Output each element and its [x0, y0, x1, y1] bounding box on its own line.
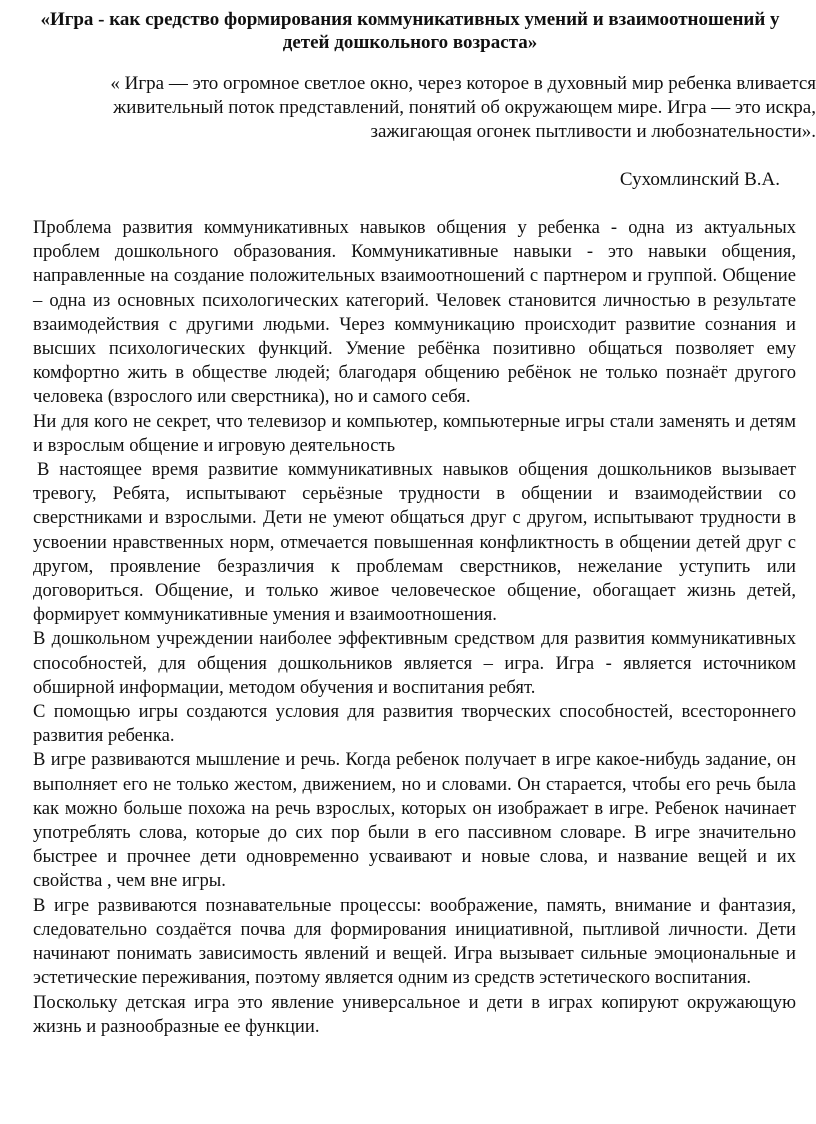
- paragraph-cognitive: В игре развиваются познавательные процессы: воображение, память, внимание и фантазия, следовательно создаётся почва для формирования инициативной, пытливой личности. Дети начинают понимать зависимость явлений и вещей. Игра вызывает сильные эмоциональные и эстетические переживания, поэтому является одним из средств эстетического воспитания.: [33, 894, 796, 989]
- paragraph-speech: В игре развиваются мышление и речь. Когда ребенок получает в игре какое-нибудь задание, он выполняет его не только жестом, движением, но и словами. Он старается, чтобы его речь была как можно больше похожа на речь взрослых, которых он изображает в игре. Ребенок начинает употреблять слова, которые до сих пор были в его пассивном словаре. В игре значительно быстрее и прочнее дети одновременно усваивают и новые слова, и название вещей и их свойства , чем вне игры.: [33, 749, 796, 892]
- epigraph-author: Сухомлинский В.А.: [619, 169, 780, 190]
- paragraph-problem: Проблема развития коммуникативных навыков общения у ребенка - одна из актуальных проблем дошкольного образования. Коммуникативные навыки - это навыки общения, направленные на создание положительных взаимоотношений с партнером и группой. Общение – одна из основных психологических категорий. Человек становится личностью в результате взаимодействия с другими людьми. Через коммуникацию происходит развитие сознания и высших психологических функций. Умение ребёнка позитивно общаться позволяет ему комфортно жить в обществе людей; благодаря общению ребёнок не только познаёт другого человека (взрослого или сверстника), но и самого себя.: [33, 217, 796, 408]
- paragraph-creative: С помощью игры создаются условия для развития творческих способностей, всестороннего развития ребенка.: [33, 701, 796, 747]
- paragraph-preschool: В дошкольном учреждении наиболее эффективным средством для развития коммуникативных способностей, для общения дошкольников является – игра. Игра - является источником обширной информации, методом обучения и воспитания ребят.: [33, 628, 796, 698]
- paragraph-current-state: В настоящее время развитие коммуникативных навыков общения дошкольников вызывает тревогу, Ребята, испытывают серьёзные трудности в общении и взаимодействии со сверстниками и взрослыми. Дети не умеют общаться друг с другом, испытывают трудности в усвоении нравственных норм, отмечается повышенная конфликтность в общении детей друг с другом, проявление безразличия к проблемам сверстников, нежелание уступить или договориться. Общение, и только живое человеческое общение, обогащает жизнь детей, формирует коммуникативные умения и взаимоотношения.: [33, 459, 796, 626]
- epigraph-quote: « Игра — это огромное светлое окно, через которое в духовный мир ребенка вливается живительный поток представлений, понятий об окружающем мире. Игра — это искра, зажигающая огонек пытливости и любознательности».: [110, 73, 816, 142]
- paragraph-universal: Поскольку детская игра это явление универсальное и дети в играх копируют окружающую жизнь и разнообразные ее функции.: [33, 991, 796, 1037]
- document-body: [33, 216, 796, 1039]
- document-title: «Игра - как средство формирования коммуникативных умений и взаимоотношений у детей дошкольного возраста»: [40, 9, 780, 53]
- paragraph-tv-computer: Ни для кого не секрет, что телевизор и компьютер, компьютерные игры стали заменять и детям и взрослым общение и игровую деятельность: [33, 410, 796, 456]
